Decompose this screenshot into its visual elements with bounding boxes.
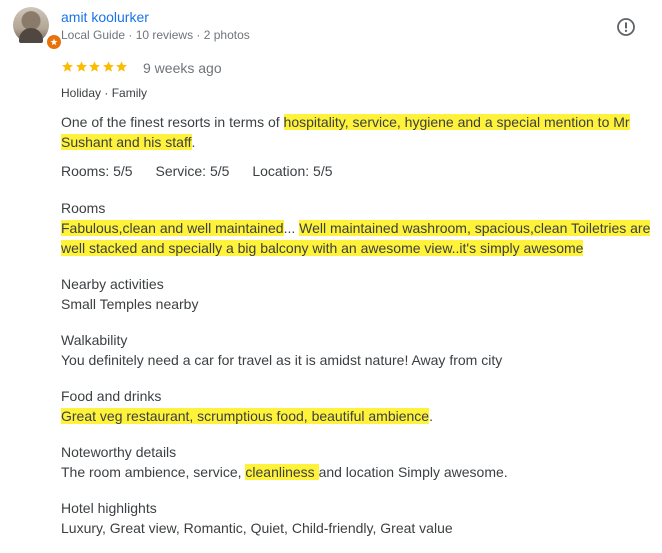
section-body-nearby: Small Temples nearby — [61, 296, 199, 312]
star-icon — [102, 60, 115, 73]
section-body-walkability: You definitely need a car for travel as it is amidst nature! Away from city — [61, 352, 503, 368]
star-icon — [115, 60, 128, 73]
section-title-nearby: Nearby activities — [61, 276, 164, 292]
tag-separator: · — [101, 86, 112, 100]
star-icon — [75, 60, 88, 73]
noteworthy-highlight: cleanliness — [245, 464, 319, 480]
trip-tags — [61, 86, 147, 100]
food-highlight: Great veg restaurant, scrumptious food, beautiful ambience — [61, 408, 430, 424]
review-summary — [61, 112, 656, 152]
summary-text: One of the finest resorts in terms of — [61, 114, 284, 130]
food-suffix: . — [429, 408, 433, 424]
rooms-highlight-2: Well maintained washroom, spacious,clean Toiletries are well stacked and specially a big balcony with an awesome view..it's simply awesome — [61, 220, 651, 256]
section-title-highlights: Hotel highlights — [61, 500, 157, 516]
noteworthy-text: The room ambience, service, — [61, 464, 246, 480]
category-ratings — [61, 163, 352, 179]
local-guide-badge-icon — [46, 34, 62, 50]
trip-tag: Family — [111, 86, 148, 100]
section-title-rooms: Rooms — [61, 200, 106, 216]
review-time: 9 weeks ago — [143, 60, 222, 76]
summary-suffix: . — [191, 134, 196, 150]
section-title-food: Food and drinks — [61, 388, 162, 404]
rating-service: Service: 5/5 — [155, 163, 230, 179]
report-review-icon[interactable] — [616, 17, 636, 37]
noteworthy-suffix: and location Simply awesome. — [318, 464, 508, 480]
summary-highlight: hospitality, service, hygiene and a special mention to Mr Sushant and his staff — [61, 114, 630, 150]
section-body-food — [61, 406, 656, 426]
rating-location: Location: 5/5 — [252, 163, 333, 179]
section-body-rooms — [61, 218, 656, 258]
reviewer-name[interactable]: amit koolurker — [61, 9, 149, 25]
section-body-highlights: Luxury, Great view, Romantic, Quiet, Child-friendly, Great value — [61, 520, 453, 536]
avatar[interactable] — [13, 7, 49, 43]
trip-tag: Holiday — [61, 86, 102, 100]
star-icon — [61, 60, 74, 73]
section-body-noteworthy — [61, 462, 656, 482]
rooms-text: ... — [283, 220, 300, 236]
rooms-highlight-1: Fabulous,clean and well maintained — [61, 220, 284, 236]
star-icon — [88, 60, 101, 73]
rating-rooms: Rooms: 5/5 — [61, 163, 133, 179]
avatar-figure — [19, 28, 43, 43]
star-rating — [61, 60, 129, 73]
reviewer-meta: Local Guide · 10 reviews · 2 photos — [61, 28, 250, 42]
section-title-walkability: Walkability — [61, 332, 128, 348]
section-title-noteworthy: Noteworthy details — [61, 444, 177, 460]
